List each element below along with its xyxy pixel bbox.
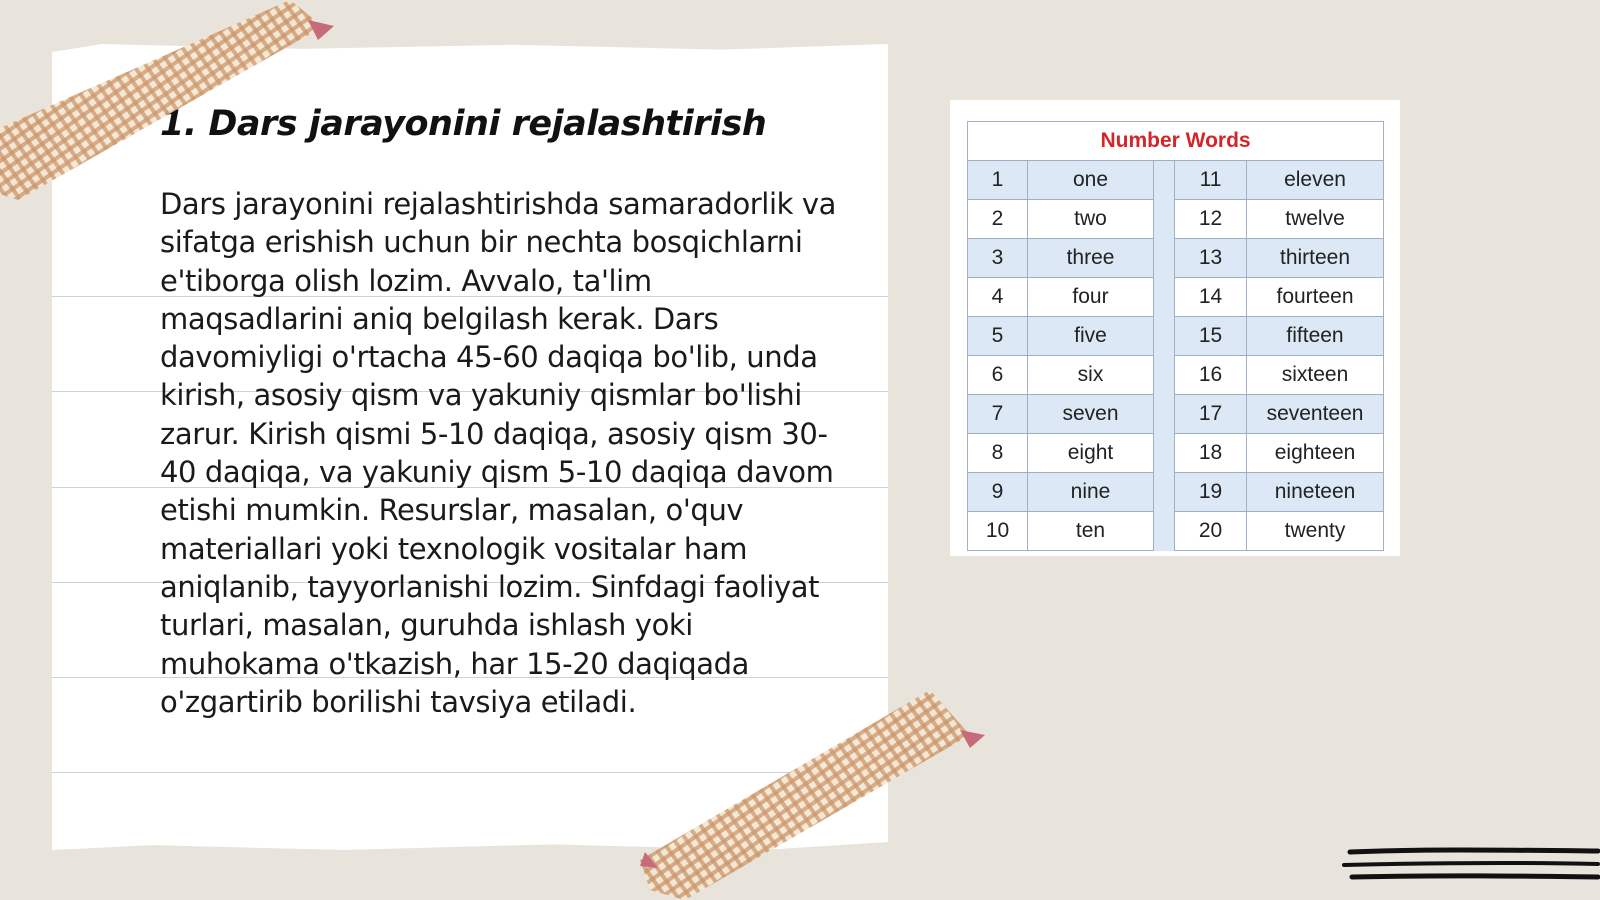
table-row — [968, 239, 1384, 278]
word-cell: five — [1028, 317, 1154, 356]
word-cell: twenty — [1247, 512, 1384, 551]
column-gap-cell — [1154, 512, 1175, 551]
column-gap-cell — [1154, 395, 1175, 434]
number-cell: 18 — [1175, 434, 1247, 473]
word-cell: eleven — [1247, 161, 1384, 200]
number-cell: 20 — [1175, 512, 1247, 551]
column-gap-cell — [1154, 434, 1175, 473]
word-cell: seventeen — [1247, 395, 1384, 434]
word-cell: six — [1028, 356, 1154, 395]
number-cell: 8 — [968, 434, 1028, 473]
number-cell: 5 — [968, 317, 1028, 356]
number-cell: 10 — [968, 512, 1028, 551]
number-cell: 6 — [968, 356, 1028, 395]
number-words-table-card — [950, 100, 1400, 556]
washi-tape-top-left — [0, 0, 340, 210]
table-row — [968, 434, 1384, 473]
word-cell: one — [1028, 161, 1154, 200]
number-cell: 14 — [1175, 278, 1247, 317]
number-cell: 9 — [968, 473, 1028, 512]
number-cell: 11 — [1175, 161, 1247, 200]
number-cell: 17 — [1175, 395, 1247, 434]
column-gap-cell — [1154, 473, 1175, 512]
table-row — [968, 395, 1384, 434]
table-row — [968, 512, 1384, 551]
decorative-scribble-lines — [1340, 846, 1600, 888]
word-cell: thirteen — [1247, 239, 1384, 278]
number-cell: 4 — [968, 278, 1028, 317]
column-gap-cell — [1154, 161, 1175, 200]
word-cell: nine — [1028, 473, 1154, 512]
word-cell: eight — [1028, 434, 1154, 473]
word-cell: three — [1028, 239, 1154, 278]
number-cell: 1 — [968, 161, 1028, 200]
word-cell: two — [1028, 200, 1154, 239]
body-paragraph: Dars jarayonini rejalashtirishda samaradorlik va sifatga erishish uchun bir nechta bosqichlarni e'tiborga olish lozim. Avvalo, ta'lim maqsadlarini aniq belgilash kerak. Dars davomiyligi o'rtacha 45-60 daqiqa bo'lib, unda kirish, asosiy qism va yakuniy qismlar bo'lishi zarur. Kirish qismi 5-10 daqiqa, asosiy qism 30-40 daqiqa, va yakuniy qism 5-10 daqiqa davom etishi mumkin. Resurslar, masalan, o'quv materiallari yoki texnologik vositalar ham aniqlanib, tayyorlanishi lozim. Sinfdagi faoliyat turlari, masalan, guruhda ishlash yoki muhokama o'tkazish, har 15-20 daqiqada o'zgartirib borilishi tavsiya etiladi. — [160, 187, 836, 719]
table-row — [968, 473, 1384, 512]
table-row — [968, 356, 1384, 395]
word-cell: ten — [1028, 512, 1154, 551]
number-cell: 19 — [1175, 473, 1247, 512]
slide-heading: 1. Dars jarayonini rejalashtirish — [160, 104, 767, 144]
column-gap-cell — [1154, 317, 1175, 356]
table-body — [968, 161, 1384, 551]
washi-tape-bottom — [640, 690, 1000, 900]
column-gap-cell — [1154, 278, 1175, 317]
table-title: Number Words — [968, 122, 1384, 161]
number-cell: 13 — [1175, 239, 1247, 278]
number-words-table — [967, 121, 1384, 551]
word-cell: fifteen — [1247, 317, 1384, 356]
column-gap-cell — [1154, 239, 1175, 278]
column-gap-cell — [1154, 200, 1175, 239]
number-cell: 3 — [968, 239, 1028, 278]
word-cell: nineteen — [1247, 473, 1384, 512]
column-gap-cell — [1154, 356, 1175, 395]
word-cell: eighteen — [1247, 434, 1384, 473]
table-row — [968, 317, 1384, 356]
number-cell: 12 — [1175, 200, 1247, 239]
number-cell: 2 — [968, 200, 1028, 239]
word-cell: fourteen — [1247, 278, 1384, 317]
number-cell: 16 — [1175, 356, 1247, 395]
word-cell: seven — [1028, 395, 1154, 434]
word-cell: sixteen — [1247, 356, 1384, 395]
table-row — [968, 161, 1384, 200]
table-row — [968, 278, 1384, 317]
word-cell: four — [1028, 278, 1154, 317]
number-cell: 15 — [1175, 317, 1247, 356]
table-row — [968, 200, 1384, 239]
number-cell: 7 — [968, 395, 1028, 434]
word-cell: twelve — [1247, 200, 1384, 239]
